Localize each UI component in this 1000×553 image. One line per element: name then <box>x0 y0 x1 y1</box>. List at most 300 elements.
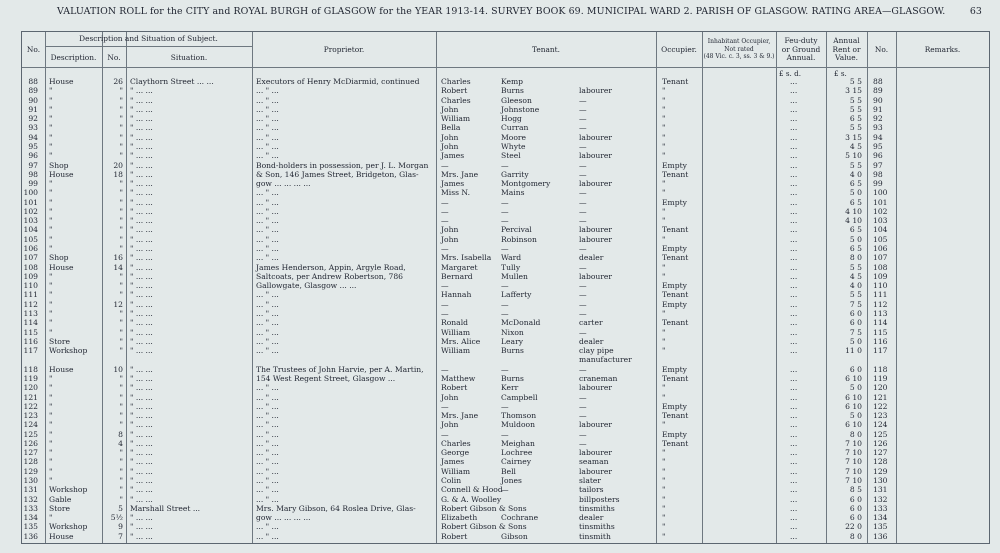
cell-inh: ... <box>790 466 798 476</box>
cell-tf: Mrs. Isabella <box>441 253 492 263</box>
cell-sit: " ... ... <box>130 95 153 105</box>
cell-tf: Ronald <box>441 318 468 328</box>
cell-prop: gow ... ... ... ... <box>256 179 311 189</box>
cell-tocc: — <box>579 392 587 402</box>
cell-val: 6 5 <box>849 225 862 235</box>
table-row <box>22 356 989 365</box>
cell-sit: " ... ... <box>130 299 153 309</box>
cell-desc: " <box>49 309 53 318</box>
cell-desc: " <box>49 299 53 309</box>
cell-no: 114 <box>23 318 38 328</box>
cell-sit: " ... ... <box>130 86 153 96</box>
cell-prop: ... " ... <box>256 522 279 532</box>
cell-no: 94 <box>28 132 38 142</box>
cell-val: 5 0 <box>849 336 862 346</box>
cell-no: 127 <box>23 448 38 458</box>
cell-tf: Robert <box>441 531 468 541</box>
cell-desc: " <box>49 197 53 207</box>
cell-inh: ... <box>790 95 798 105</box>
cell-inh: ... <box>790 438 798 448</box>
table-row <box>22 189 989 198</box>
cell-inh: ... <box>790 429 798 439</box>
cell-tocc: — <box>579 169 587 179</box>
cell-no: 122 <box>23 401 38 411</box>
cell-num: " <box>119 383 123 393</box>
cell-sit: " ... ... <box>130 346 153 356</box>
cell-num: " <box>119 141 123 151</box>
cell-inh: ... <box>790 299 798 309</box>
cell-prop: Gallowgate, Glasgow ... ... <box>256 281 357 291</box>
cell-prop: Mrs. Mary Gibson, 64 Roslea Drive, Glas- <box>256 503 416 513</box>
cell-inh: ... <box>790 290 798 300</box>
cell-tocc: — <box>579 123 587 133</box>
cell-no: 89 <box>28 86 38 96</box>
cell-prop: ... " ... <box>256 429 279 439</box>
cell-desc: " <box>49 476 53 486</box>
cell-num: " <box>119 411 123 421</box>
cell-ts: Nixon <box>501 327 524 337</box>
cell-tf: John <box>441 104 459 114</box>
cell-val: 5 0 <box>849 411 862 421</box>
cell-sit: " ... ... <box>130 151 153 161</box>
cell-ts: Campbell <box>501 392 538 402</box>
cell-tocc: craneman <box>579 373 618 383</box>
cell-inh: ... <box>790 522 798 532</box>
cell-inh: ... <box>790 151 798 161</box>
cell-no2: 130 <box>873 476 888 486</box>
cell-prop: ... " ... <box>256 225 279 235</box>
cell-occ: " <box>662 95 666 105</box>
cell-tf: Charles <box>441 95 471 105</box>
cell-sit: " ... ... <box>130 132 153 142</box>
cell-ts: — <box>501 244 509 254</box>
cell-tocc: — <box>579 244 587 254</box>
cell-prop: ... " ... <box>256 327 279 337</box>
cell-occ: " <box>662 503 666 513</box>
cell-num: " <box>119 318 123 328</box>
cell-inh: ... <box>790 160 798 170</box>
cell-sit: " ... ... <box>130 457 153 467</box>
cell-occ: " <box>662 513 666 523</box>
cell-val: 5 10 <box>845 151 862 161</box>
cell-tf: — <box>441 197 449 207</box>
cell-inh: ... <box>790 476 798 486</box>
cell-prop: Executors of Henry McDiarmid, continued <box>256 77 420 86</box>
cell-sit: " ... ... <box>130 244 153 254</box>
cell-tf: — <box>441 160 449 170</box>
cell-tocc: labourer <box>579 86 613 96</box>
col-no: No. <box>26 45 41 54</box>
cell-prop: ... " ... <box>256 346 279 356</box>
cell-no: 98 <box>28 169 38 179</box>
cell-tocc: labourer <box>579 271 613 281</box>
cell-num: " <box>119 179 123 189</box>
cell-tocc: clay pipe <box>579 346 614 356</box>
cell-occ: " <box>662 216 666 226</box>
cell-no: 129 <box>23 466 38 476</box>
cell-inh: ... <box>790 531 798 541</box>
cell-num: " <box>119 476 123 486</box>
cell-occ: " <box>662 271 666 281</box>
cell-sit: " ... ... <box>130 522 153 532</box>
cell-desc: " <box>49 373 53 383</box>
cell-desc: " <box>49 141 53 151</box>
cell-tf: James <box>441 179 465 189</box>
cell-desc: " <box>49 290 53 300</box>
cell-tf: Hannah <box>441 290 472 300</box>
cell-no: 132 <box>23 494 38 504</box>
table-row <box>22 319 989 328</box>
cell-tocc: — <box>579 95 587 105</box>
cell-val: 5 5 <box>849 290 862 300</box>
cell-no: 124 <box>23 420 38 430</box>
cell-inh: ... <box>790 364 798 374</box>
cell-inh: ... <box>790 309 798 318</box>
cell-occ: Tenant <box>662 438 689 448</box>
cell-desc: " <box>49 271 53 281</box>
cell-no2: 113 <box>873 309 888 318</box>
cell-tocc: — <box>579 197 587 207</box>
table-row <box>22 291 989 300</box>
cell-sit: " ... ... <box>130 466 153 476</box>
cell-tf: Elizabeth <box>441 513 478 523</box>
cell-no2: 89 <box>873 86 883 96</box>
cell-no2: 124 <box>873 420 888 430</box>
cell-inh: ... <box>790 169 798 179</box>
cell-ts: Burns <box>501 346 524 356</box>
cell-ts: McDonald <box>501 318 541 328</box>
cell-desc: Workshop <box>49 346 88 356</box>
col-inhabitant-line: Not rated <box>724 45 754 53</box>
cell-no: 119 <box>23 373 38 383</box>
table-row <box>22 254 989 263</box>
cell-no2: 91 <box>873 104 883 114</box>
cell-desc: Shop <box>49 253 69 263</box>
roll-title: VALUATION ROLL for the CITY and ROYAL BURGH of GLASGOW for the YEAR 1913-14. SURVEY BOOK 69. MUNICIPAL WARD 2. PARISH OF GLASGOW. RATING AREA—GLASGOW. <box>57 6 946 17</box>
cell-occ: Empty <box>662 429 687 439</box>
cell-ts: Lochree <box>501 448 533 458</box>
cell-ts: Curran <box>501 123 529 133</box>
cell-inh: ... <box>790 86 798 96</box>
cell-val: 5 0 <box>849 383 862 393</box>
cell-ts: — <box>501 160 509 170</box>
cell-tf: — <box>441 216 449 226</box>
cell-inh: ... <box>790 77 798 86</box>
cell-no2: 123 <box>873 411 888 421</box>
cell-val: 6 5 <box>849 114 862 124</box>
cell-no2: 93 <box>873 123 883 133</box>
cell-no2: 134 <box>873 513 888 523</box>
col-desc-group: Description and Situation of Subject. <box>79 34 218 43</box>
cell-desc: " <box>49 448 53 458</box>
cell-num: 12 <box>113 299 123 309</box>
cell-prop: ... " ... <box>256 197 279 207</box>
cell-sit: " ... ... <box>130 225 153 235</box>
cell-prop: ... " ... <box>256 485 279 495</box>
cell-ts: Hogg <box>501 114 522 124</box>
col-annual-line: Rent or <box>832 44 861 54</box>
cell-num: 16 <box>113 253 123 263</box>
cell-prop: ... " ... <box>256 141 279 151</box>
cell-ts: Kemp <box>501 77 524 86</box>
cell-occ: " <box>662 327 666 337</box>
cell-tocc: slater <box>579 476 602 486</box>
cell-no: 115 <box>23 327 38 337</box>
cell-occ: Empty <box>662 281 687 291</box>
cell-ts: Burns <box>501 86 524 96</box>
cell-no2: 111 <box>873 290 888 300</box>
cell-no: 107 <box>23 253 38 263</box>
cell-tf: Mrs. Jane <box>441 169 479 179</box>
cell-sit: " ... ... <box>130 401 153 411</box>
cell-tocc: — <box>579 438 587 448</box>
cell-sit: " ... ... <box>130 114 153 124</box>
cell-tf: Charles <box>441 438 471 448</box>
cell-occ: " <box>662 141 666 151</box>
cell-ts: Moore <box>501 132 527 142</box>
cell-tocc: — <box>579 104 587 114</box>
cell-desc: Store <box>49 336 70 346</box>
cell-sit: " ... ... <box>130 188 153 198</box>
cell-ts: Ward <box>501 253 522 263</box>
feuduty-units: £ s. d. <box>779 69 802 78</box>
cell-val: 4 0 <box>849 281 862 291</box>
cell-inh: ... <box>790 336 798 346</box>
cell-tf: Bernard <box>441 271 473 281</box>
cell-tocc: seaman <box>579 457 609 467</box>
cell-sit: " ... ... <box>130 531 153 541</box>
cell-prop: ... " ... <box>256 244 279 254</box>
cell-tf: William <box>441 327 471 337</box>
cell-occ: " <box>662 104 666 114</box>
cell-desc: " <box>49 234 53 244</box>
cell-ts: Muldoon <box>501 420 535 430</box>
cell-tf: James <box>441 457 465 467</box>
cell-prop: & Son, 146 James Street, Bridgeton, Glas- <box>256 169 419 179</box>
cell-prop: ... " ... <box>256 123 279 133</box>
cell-prop: ... " ... <box>256 494 279 504</box>
cell-inh: ... <box>790 123 798 133</box>
cell-val: 7 10 <box>845 438 862 448</box>
cell-prop: ... " ... <box>256 420 279 430</box>
cell-num: " <box>119 392 123 402</box>
cell-prop: ... " ... <box>256 104 279 114</box>
cell-num: " <box>119 123 123 133</box>
cell-val: 7 5 <box>849 299 862 309</box>
cell-occ: Empty <box>662 160 687 170</box>
cell-tf: G. & A. Woolley <box>441 494 502 504</box>
table-row <box>22 421 989 430</box>
cell-num: 4 <box>118 438 123 448</box>
cell-prop: ... " ... <box>256 216 279 226</box>
cell-inh: ... <box>790 234 798 244</box>
cell-occ: " <box>662 392 666 402</box>
cell-no2: 128 <box>873 457 888 467</box>
cell-no: 103 <box>23 216 38 226</box>
cell-prop: ... " ... <box>256 383 279 393</box>
cell-no2: 115 <box>873 327 888 337</box>
cell-sit: " ... ... <box>130 373 153 383</box>
cell-prop: ... " ... <box>256 466 279 476</box>
cell-no2: 127 <box>873 448 888 458</box>
cell-val: 22 0 <box>845 522 862 532</box>
cell-tf: — <box>441 401 449 411</box>
cell-no2: 102 <box>873 206 888 216</box>
cell-ts: Leary <box>501 336 523 346</box>
cell-no2: 133 <box>873 503 888 513</box>
col-inhabitant <box>702 38 776 61</box>
cell-num: 8 <box>118 429 123 439</box>
cell-desc: Workshop <box>49 485 88 495</box>
cell-no: 126 <box>23 438 38 448</box>
cell-num: " <box>119 206 123 216</box>
cell-inh: ... <box>790 206 798 216</box>
cell-no2: 103 <box>873 216 888 226</box>
cell-no: 110 <box>23 281 38 291</box>
cell-num: 5 <box>118 503 123 513</box>
cell-num: " <box>119 151 123 161</box>
cell-no: 116 <box>23 336 38 346</box>
header-rule <box>22 67 989 68</box>
cell-sit: " ... ... <box>130 281 153 291</box>
cell-inh: ... <box>790 141 798 151</box>
cell-prop: ... " ... <box>256 318 279 328</box>
cell-num: " <box>119 373 123 383</box>
divider <box>45 46 252 47</box>
cell-sit: " ... ... <box>130 123 153 133</box>
cell-ts: — <box>501 401 509 411</box>
cell-no: 106 <box>23 244 38 254</box>
cell-inh: ... <box>790 448 798 458</box>
cell-sit: " ... ... <box>130 253 153 263</box>
cell-occ: " <box>662 123 666 133</box>
cell-occ: Empty <box>662 401 687 411</box>
cell-no: 133 <box>23 503 38 513</box>
cell-sit: " ... ... <box>130 290 153 300</box>
cell-no2: 107 <box>873 253 888 263</box>
cell-val: 8 0 <box>849 253 862 263</box>
cell-ts: Cairney <box>501 457 532 467</box>
cell-prop: ... " ... <box>256 188 279 198</box>
cell-ts: Garrity <box>501 169 529 179</box>
cell-num: " <box>119 197 123 207</box>
cell-desc: " <box>49 188 53 198</box>
cell-sit: " ... ... <box>130 429 153 439</box>
cell-no: 93 <box>28 123 38 133</box>
cell-sit: " ... ... <box>130 438 153 448</box>
cell-no: 117 <box>23 346 38 356</box>
cell-ts: Meighan <box>501 438 535 448</box>
cell-sit: " ... ... <box>130 485 153 495</box>
cell-val: 6 5 <box>849 244 862 254</box>
cell-tocc: dealer <box>579 336 604 346</box>
cell-desc: " <box>49 281 53 291</box>
cell-ts: — <box>501 309 509 318</box>
cell-tf: — <box>441 299 449 309</box>
cell-no2: 109 <box>873 271 888 281</box>
cell-tocc: tailors <box>579 485 604 495</box>
cell-inh: ... <box>790 216 798 226</box>
cell-no: 125 <box>23 429 38 439</box>
cell-no2: 132 <box>873 494 888 504</box>
cell-tocc: billposters <box>579 494 620 504</box>
col-feuduty-line: Annual. <box>786 53 816 62</box>
cell-val: 4 5 <box>849 271 862 281</box>
cell-tf: Charles <box>441 77 471 86</box>
cell-tf: — <box>441 206 449 216</box>
cell-no: 120 <box>23 383 38 393</box>
cell-val: 6 0 <box>849 364 862 374</box>
cell-occ: " <box>662 346 666 356</box>
cell-inh: ... <box>790 179 798 189</box>
cell-sit: " ... ... <box>130 327 153 337</box>
cell-desc: " <box>49 327 53 337</box>
cell-inh: ... <box>790 457 798 467</box>
cell-num: " <box>119 401 123 411</box>
cell-no: 111 <box>23 290 38 300</box>
cell-desc: Gable <box>49 494 72 504</box>
cell-val: 8 0 <box>849 531 862 541</box>
col-annual <box>826 37 867 63</box>
cell-desc: " <box>49 383 53 393</box>
cell-no2: 101 <box>873 197 888 207</box>
cell-no: 97 <box>28 160 38 170</box>
cell-no2: 126 <box>873 438 888 448</box>
cell-ts: Percival <box>501 225 532 235</box>
cell-ts: — <box>501 197 509 207</box>
cell-num: " <box>119 466 123 476</box>
cell-prop: Saltcoats, per Andrew Robertson, 786 <box>256 271 404 281</box>
cell-tf: — <box>441 281 449 291</box>
cell-no: 96 <box>28 151 38 161</box>
cell-sit: " ... ... <box>130 383 153 393</box>
cell-tf: Robert Gibson & Sons <box>441 522 527 532</box>
cell-inh: ... <box>790 373 798 383</box>
cell-num: 5½ <box>110 513 123 523</box>
cell-sit: " ... ... <box>130 262 153 272</box>
cell-tocc: — <box>579 290 587 300</box>
cell-sit: " ... ... <box>130 206 153 216</box>
cell-tf: John <box>441 225 459 235</box>
cell-no: 95 <box>28 141 38 151</box>
table-row <box>22 486 989 495</box>
cell-ts: — <box>501 216 509 226</box>
cell-val: 4 5 <box>849 141 862 151</box>
cell-sit: " ... ... <box>130 234 153 244</box>
cell-desc: " <box>49 429 53 439</box>
col-occupier: Occupier. <box>661 45 697 54</box>
cell-occ: " <box>662 522 666 532</box>
cell-prop: ... " ... <box>256 438 279 448</box>
cell-sit: " ... ... <box>130 160 153 170</box>
cell-tocc: — <box>579 141 587 151</box>
cell-no: 130 <box>23 476 38 486</box>
cell-tf: Miss N. <box>441 188 470 198</box>
cell-no2: 105 <box>873 234 888 244</box>
cell-tocc: — <box>579 411 587 421</box>
cell-occ: " <box>662 383 666 393</box>
cell-inh: ... <box>790 132 798 142</box>
cell-no: 121 <box>23 392 38 402</box>
cell-sit: " ... ... <box>130 141 153 151</box>
table-row <box>22 347 989 356</box>
cell-ts: Robinson <box>501 234 537 244</box>
cell-inh: ... <box>790 383 798 393</box>
cell-occ: Tenant <box>662 373 689 383</box>
col-inhabitant-line: Inhabitant Occupier, <box>707 38 771 45</box>
cell-tf: John <box>441 392 459 402</box>
cell-inh: ... <box>790 494 798 504</box>
